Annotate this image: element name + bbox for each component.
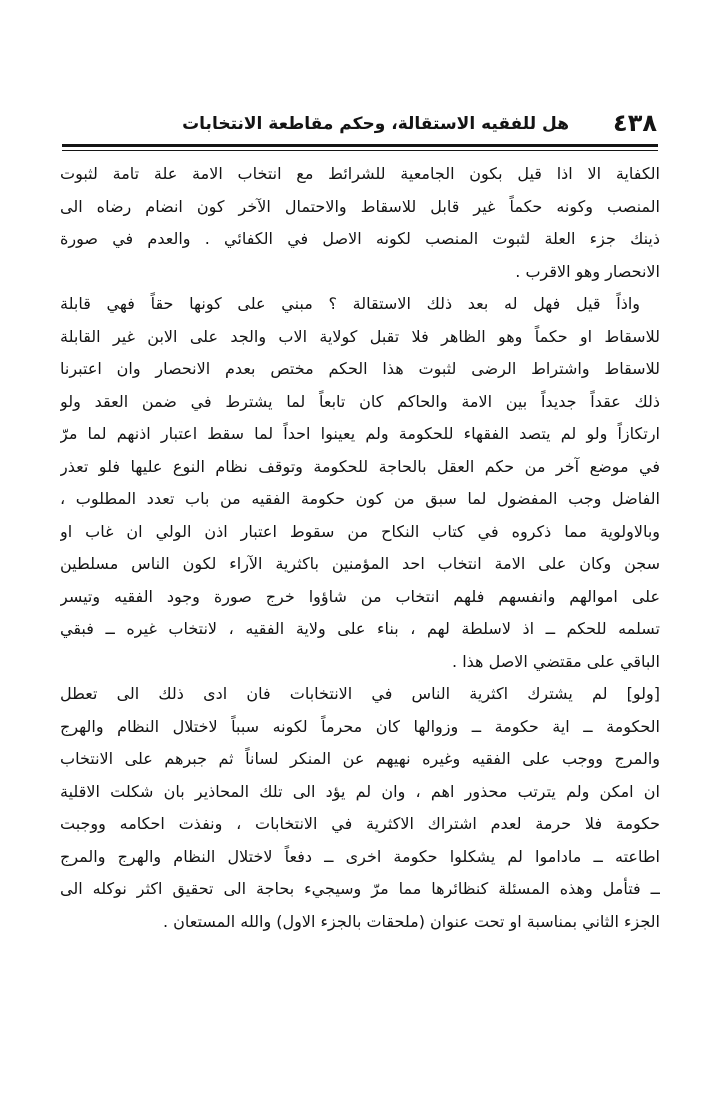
text-line-6: للاسقاط او حكماً وهو الظاهر فلا تقبل كولاية الاب والجد على الابن غير القابلة <box>60 326 660 346</box>
text-line-17: [ولو] لم يشترك اكثرية الناس في الانتخابات فان ادى ذلك الى تعطل <box>60 684 660 703</box>
text-line-7: للاسقاط واشتراط الرضى لثبوت هذا الحكم مختص بعدم الانحصار وان اعتبرنا <box>60 359 660 378</box>
text-line-12: وبالاولوية مما ذكروه في كتاب النكاح من سقوط اعتبار اذن الولي ان غاب او <box>60 521 660 541</box>
page-number: ٤٣٨ <box>613 109 657 137</box>
text-line-23: ــ فتأمل وهذه المسئلة كنظائرها مما مرّ وسيجيء بحاجة الى تحقيق اكثر نوكله الى <box>60 879 660 898</box>
text-line-18: الحكومة ــ اية حكومة ــ وزوالها كان محرماً لكونه سبباً لاختلال النظام والهرج <box>60 716 660 736</box>
text-line-9: ارتكازاً ولو لم يتصد الفقهاء للحكومة ولم يعينوا احداً لما سقط اعتبار اذنهم لما مرّ <box>60 424 660 443</box>
text-line-13: سجن وكان على الامة انتخاب احد المؤمنين باكثرية الآراء لكون الناس مسلطين <box>60 554 660 573</box>
text-line-21: حكومة فلا حرمة لعدم اشتراك الاكثرية في الانتخابات ، ونفذت احكامه ووجبت <box>60 814 660 833</box>
text-line-2: المنصب وكونه حكماً غير قابل للاسقاط والاحتمال الآخر كون انضام رضاه الى <box>60 196 660 216</box>
text-line-8: ذلك عقداً جديداً بين الامة والحاكم كان تابعاً لما يشترط في ضمن العقد ولو <box>60 391 660 411</box>
text-line-4: الانحصار وهو الاقرب . <box>515 261 660 281</box>
page-body <box>60 158 660 938</box>
text-line-19: والمرج ووجب على الفقيه وغيره نهيهم عن المنكر لساناً ثم جبرهم على الانتخاب <box>60 749 660 768</box>
page-header <box>62 108 657 142</box>
text-line-1: الكفاية الا اذا قيل بكون الجامعية للشرائط مع انتخاب الامة علة تامة لثبوت <box>60 164 660 183</box>
text-line-20: ان امكن ولم يترتب محذور اهم ، وان لم يؤد الى تلك المحاذير بان شكلت الاقلية <box>60 781 660 801</box>
text-line-10: في موضع آخر من حكم العقل بالحاجة للحكومة وتوقف نظام النوع عليها فلو تعذر <box>60 456 660 476</box>
header-rule-thick <box>62 144 658 147</box>
text-line-16: الباقي على مقتضي الاصل هذا . <box>452 651 660 671</box>
text-line-24: الجزء الثاني بمناسبة او تحت عنوان (ملحقات بالجزء الاول) والله المستعان . <box>162 911 660 931</box>
text-line-15: تسلمه للحكم ــ اذ لاسلطة لهم ، بناء على ولاية الفقيه ، لانتخاب غيره ــ فبقي <box>60 619 660 638</box>
text-line-3: ذينك جزء العلة لثبوت المنصب لكونه الاصل في الكفائي . والعدم في صورة <box>60 229 660 248</box>
running-title: هل للفقيه الاستقالة، وحكم مقاطعة الانتخابات <box>182 114 569 134</box>
text-line-11: الفاضل وجب المفضول لما سبق من كون حكومة الفقيه من باب تعدد المطلوب ، <box>60 489 660 508</box>
text-line-5: واذاً قيل فهل له بعد ذلك الاستقالة ؟ مبني على كونها حقاً فهي قابلة <box>60 294 640 313</box>
header-rule-thin <box>62 150 658 151</box>
text-line-14: على اموالهم وانفسهم فلهم انتخاب من شاؤوا خرج صورة وجود الفقيه وتيسر <box>60 586 660 606</box>
text-line-22: اطاعته ــ ماداموا لم يشكلوا حكومة اخرى ــ دفعاً لاختلال النظام والهرج والمرج <box>60 846 660 866</box>
